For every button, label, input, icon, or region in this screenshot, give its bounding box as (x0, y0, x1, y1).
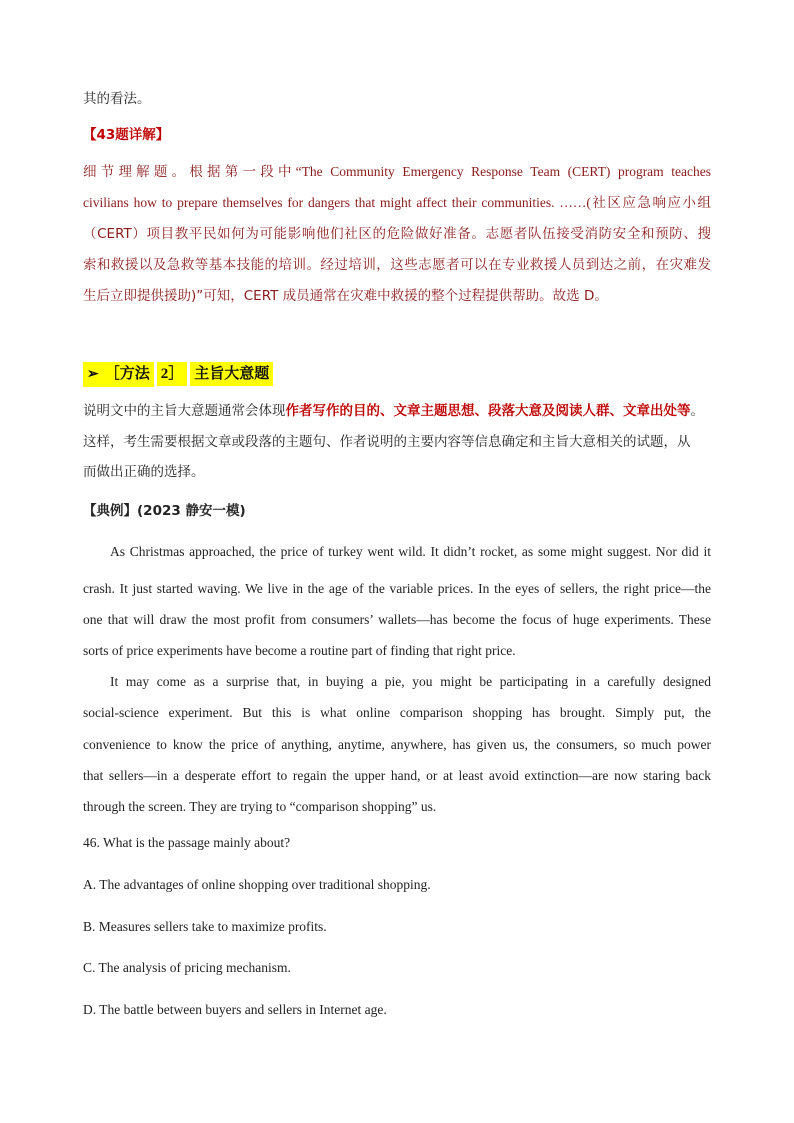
arrow-bullet-icon: ➢ (87, 366, 99, 382)
method-heading-arrow-block (83, 362, 154, 387)
passage-line-1: As Christmas approached, the price of turkey went wild. It didn’t rocket, as some might suggest. Nor did it (110, 544, 711, 559)
question-46: 46. What is the passage mainly about? (83, 835, 291, 850)
passage-line-6: social-science experiment. But this is what online comparison shopping has brought. Simply put, the (83, 705, 711, 720)
intro-line-2: 这样，考生需要根据文章或段落的主题句、作者说明的主要内容等信息确定和主旨大意相关的试题，从 (83, 434, 691, 450)
passage-line-9: through the screen. They are trying to “comparison shopping” us. (83, 799, 437, 814)
passage-line-4: sorts of price experiments have become a routine part of finding that right price. (83, 643, 516, 658)
passage-line-3: one that will draw the most profit from consumers’ wallets—has become the focus of huge experiments. These (83, 612, 711, 627)
method-heading (83, 362, 273, 386)
option-a: A. The advantages of online shopping over traditional shopping. (83, 877, 431, 892)
q43-label: 【43题详解】 (83, 127, 170, 143)
passage-line-5: It may come as a surprise that, in buying a pie, you might be participating in a carefully designed (110, 674, 711, 689)
continued-line: 其的看法。 (83, 91, 151, 107)
method-label-b: 2］ (157, 362, 188, 386)
intro-line-1-emphasis: 作者写作的目的、文章主题思想、段落大意及阅读人群、文章出处等 (285, 403, 691, 419)
passage-line-8: that sellers—in a desperate effort to regain the upper hand, or at least avoid extinction—are now staring back (83, 768, 711, 783)
method-title: 主旨大意题 (190, 362, 273, 386)
q43-explanation-line-4: 索和救援以及急救等基本技能的培训。经过培训，这些志愿者可以在专业救援人员到达之前，在灾难发 (83, 257, 711, 273)
option-b: B. Measures sellers take to maximize profits. (83, 919, 327, 934)
option-c: C. The analysis of pricing mechanism. (83, 960, 291, 975)
intro-line-3: 而做出正确的选择。 (83, 464, 205, 480)
q43-explanation-line-3: （CERT）项目教平民如何为可能影响他们社区的危险做好准备。志愿者队伍接受消防安全和预防、搜 (83, 226, 711, 242)
passage-line-7: convenience to know the price of anything, anytime, anywhere, has given us, the consumers, so much power (83, 737, 711, 752)
method-label-a: ［方法 (104, 365, 150, 382)
intro-line-1-end: 。 (690, 403, 704, 419)
q43-explanation-line-1: 细节理解题。根据第一段中“The Community Emergency Response Team (CERT) program teaches (83, 164, 711, 179)
option-d: D. The battle between buyers and sellers in Internet age. (83, 1002, 387, 1017)
passage-line-2: crash. It just started waving. We live in the age of the variable prices. In the eyes of sellers, the right price—the (83, 581, 711, 596)
intro-line-1-plain: 说明文中的主旨大意题通常会体现 (83, 403, 286, 419)
example-label: 【典例】(2023 静安一模) (83, 503, 246, 519)
intro-line-1 (83, 402, 704, 420)
q43-explanation-line-2: civilians how to prepare themselves for dangers that might affect their communities. ……(社区应急响应小组 (83, 195, 711, 210)
q43-explanation-line-5: 生后立即提供援助)”可知，CERT 成员通常在灾难中救援的整个过程提供帮助。故选 D。 (83, 288, 608, 304)
